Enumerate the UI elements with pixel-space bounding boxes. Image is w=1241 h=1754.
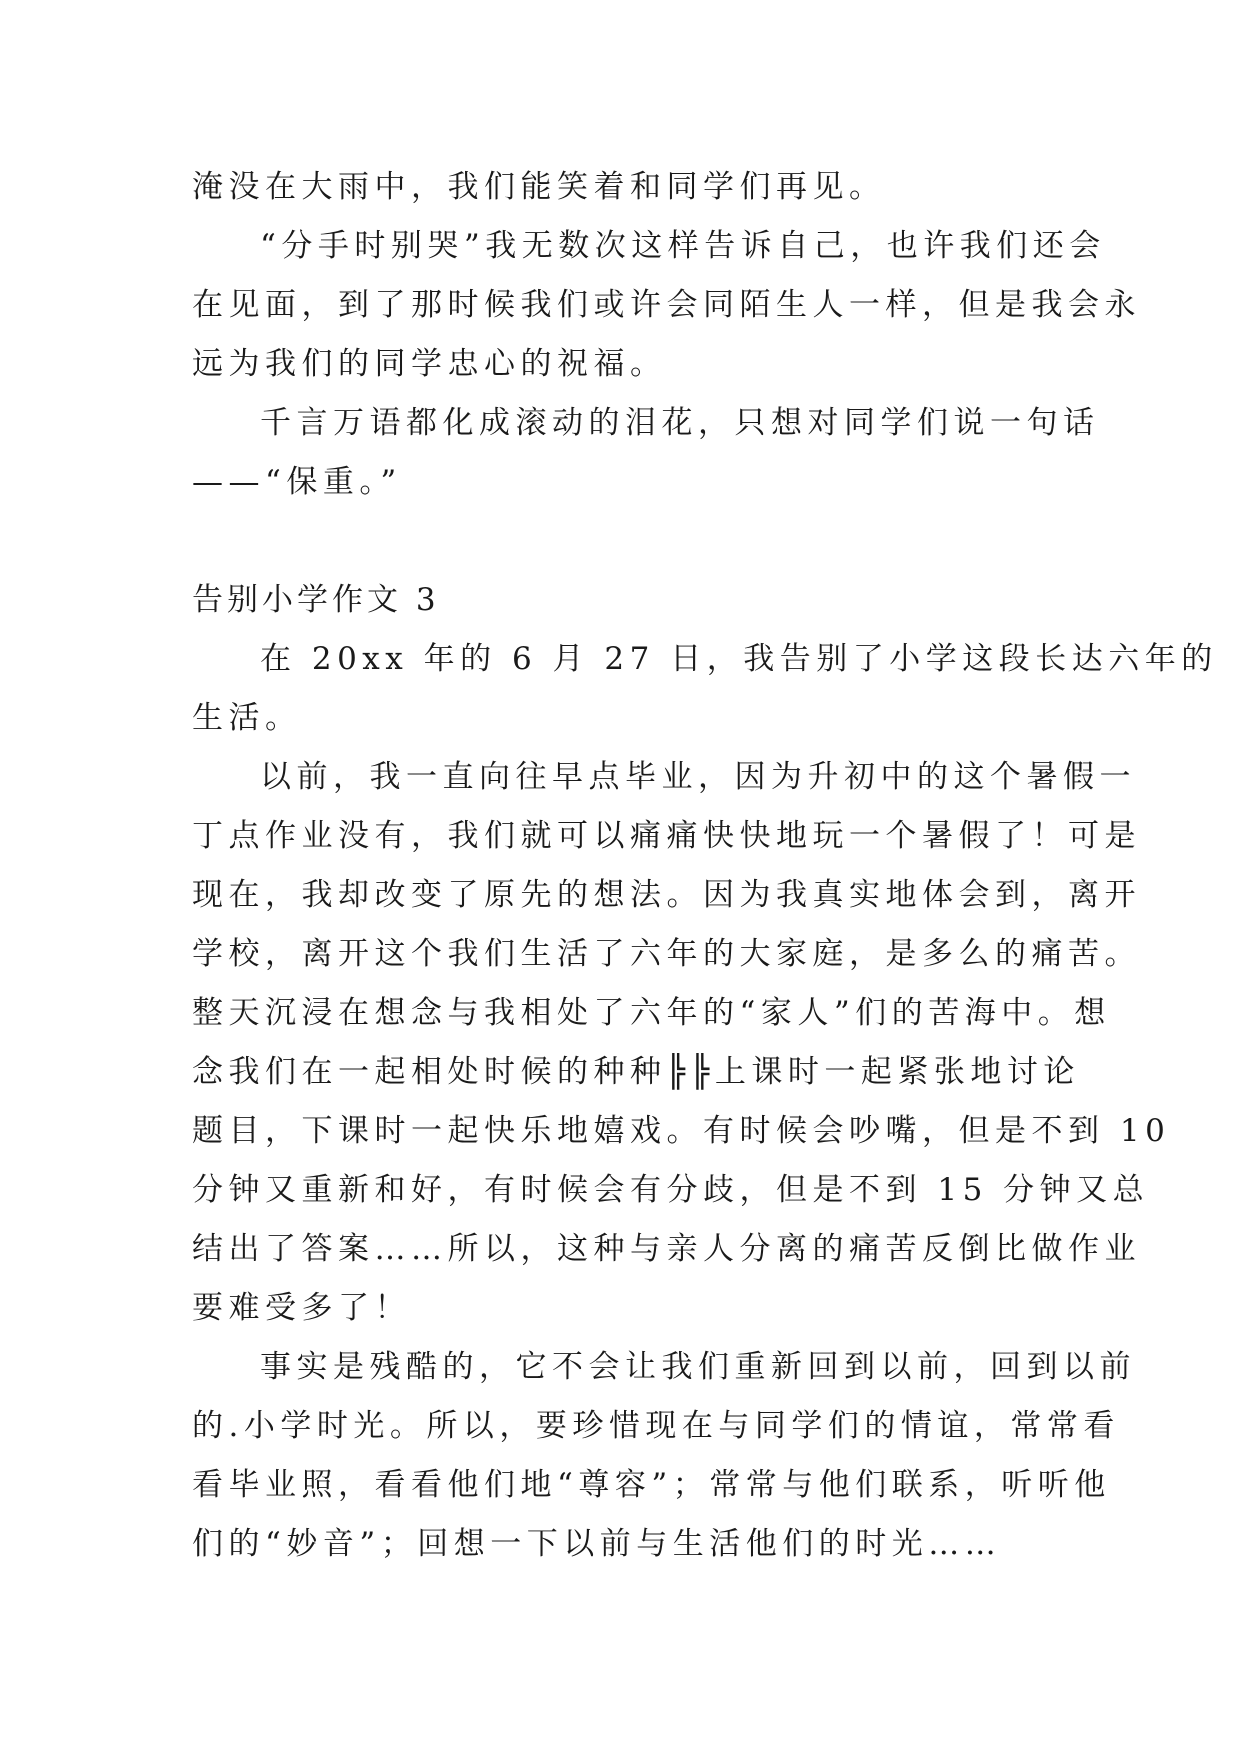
text-line: 千言万语都化成滚动的泪花，只想对同学们说一句话 xyxy=(260,405,1100,441)
text-line: 丁点作业没有，我们就可以痛痛快快地玩一个暑假了！可是 xyxy=(192,818,1141,854)
text-line: 要难受多了！ xyxy=(192,1290,411,1326)
text-line: 题目，下课时一起快乐地嬉戏。有时候会吵嘴，但是不到 10 xyxy=(192,1113,1171,1149)
text-line: 学校，离开这个我们生活了六年的大家庭，是多么的痛苦。 xyxy=(192,936,1141,972)
text-line: 现在，我却改变了原先的想法。因为我真实地体会到，离开 xyxy=(192,877,1141,913)
text-line: 在见面，到了那时候我们或许会同陌生人一样，但是我会永 xyxy=(192,287,1141,323)
text-line: 整天沉浸在想念与我相处了六年的“家人”们的苦海中。想 xyxy=(192,995,1111,1031)
section-heading: 告别小学作文 3 xyxy=(192,582,440,618)
text-line: ——“保重。” xyxy=(192,464,402,500)
text-line: 结出了答案……所以，这种与亲人分离的痛苦反倒比做作业 xyxy=(192,1231,1141,1267)
blank-line xyxy=(192,512,1072,571)
text-line: 以前，我一直向往早点毕业，因为升初中的这个暑假一 xyxy=(260,759,1136,795)
essay-text xyxy=(192,158,1218,1574)
text-line: 分钟又重新和好，有时候会有分歧，但是不到 15 分钟又总 xyxy=(192,1172,1150,1208)
text-line: 们的“妙音”；回想一下以前与生活他们的时光…… xyxy=(192,1526,1002,1562)
text-line: 事实是残酷的，它不会让我们重新回到以前，回到以前 xyxy=(260,1349,1136,1385)
text-line: “分手时别哭”我无数次这样告诉自己，也许我们还会 xyxy=(260,228,1106,264)
text-line: 的.小学时光。所以，要珍惜现在与同学们的情谊，常常看 xyxy=(192,1408,1120,1444)
text-line: 在 20xx 年的 6 月 27 日，我告别了小学这段长达六年的 xyxy=(260,641,1218,677)
text-line: 远为我们的同学忠心的祝福。 xyxy=(192,346,667,382)
text-line: 淹没在大雨中，我们能笑着和同学们再见。 xyxy=(192,169,886,205)
text-line: 生活。 xyxy=(192,700,302,736)
text-line: 看毕业照，看看他们地“尊容”；常常与他们联系，听听他 xyxy=(192,1467,1111,1503)
text-line: 念我们在一起相处时候的种种╠╠上课时一起紧张地讨论 xyxy=(192,1054,1080,1090)
